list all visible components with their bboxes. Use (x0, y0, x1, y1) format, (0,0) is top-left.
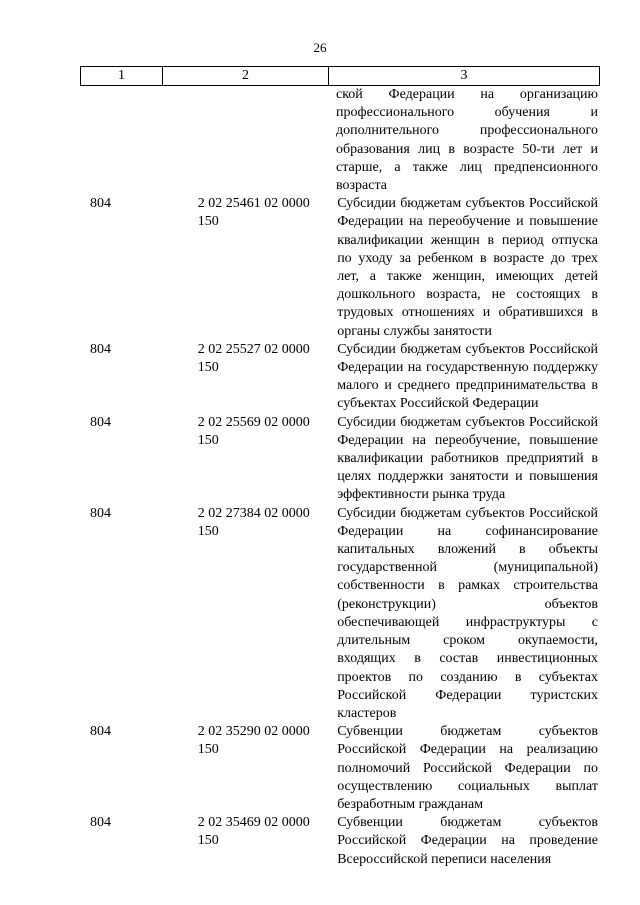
admin-code: 804 (90, 815, 111, 831)
table-row (80, 414, 598, 505)
income-description: Субвенции бюджетам субъектов Российской Федерации на проведение Всероссийской переписи населения (337, 815, 598, 867)
admin-code: 804 (90, 724, 111, 740)
admin-code: 804 (90, 505, 111, 521)
column-header-table (80, 66, 600, 86)
column-header-3: 3 (329, 67, 600, 86)
budget-code: 2 02 25461 02 0000 150 (197, 196, 310, 230)
admin-code: 804 (90, 341, 111, 357)
income-description: Субвенции бюджетам субъектов Российской Федерации на реализацию полномочий Российской Федерации по осуществлению социальных выплат безработным гражданам (337, 724, 598, 812)
budget-code: 2 02 35290 02 0000 150 (197, 724, 310, 758)
income-description: Субсидии бюджетам субъектов Российской Федерации на софинансирование капитальных вложений в объекты государственной (муниципальной) собственности в рамках строительства (реконструкции) объектов обеспечивающей инфраструктуры с длительным сроком окупаемости, входящих в состав инвестиционных проектов по созданию в субъектах Российской Федерации туристских кластеров (337, 505, 598, 721)
income-description: Субсидии бюджетам субъектов Российской Федерации на государственную поддержку малого и среднего предпринимательства в субъектах Российской Федерации (337, 341, 598, 412)
table-row (80, 195, 598, 341)
column-header-row (81, 67, 600, 86)
table-body (80, 86, 598, 869)
income-description: Субсидии бюджетам субъектов Российской Федерации на переобучение и повышение квалификации женщин в период отпуска по уходу за ребенком в возрасте до трех лет, а также женщин, имеющих детей дошкольного возраста, не состоящих в трудовых отношениях и обратившихся в органы службы занятости (337, 196, 598, 339)
budget-code: 2 02 27384 02 0000 150 (197, 505, 310, 539)
page-number: 26 (313, 40, 327, 55)
budget-code: 2 02 25569 02 0000 150 (197, 414, 310, 448)
column-header-2: 2 (163, 67, 329, 86)
budget-code: 2 02 25527 02 0000 150 (197, 341, 310, 375)
income-description: Субсидии бюджетам субъектов Российской Федерации на переобучение, повышение квалификации работников предприятий в целях поддержки занятости и повышения эффективности рынка труда (337, 414, 598, 503)
table-row (80, 505, 598, 723)
admin-code: 804 (90, 414, 111, 430)
budget-code: 2 02 35469 02 0000 150 (197, 815, 310, 849)
table-row (80, 341, 598, 414)
admin-code: 804 (90, 196, 111, 212)
continuation-row (80, 86, 598, 195)
table-row (80, 723, 598, 814)
continuation-text: ской Федерации на организацию профессионального обучения и дополнительного профессионального образования лиц в возрасте 50-ти лет и старше, а также лиц предпенсионного возраста (336, 87, 598, 194)
column-header-1: 1 (81, 67, 163, 86)
table-row (80, 814, 598, 869)
